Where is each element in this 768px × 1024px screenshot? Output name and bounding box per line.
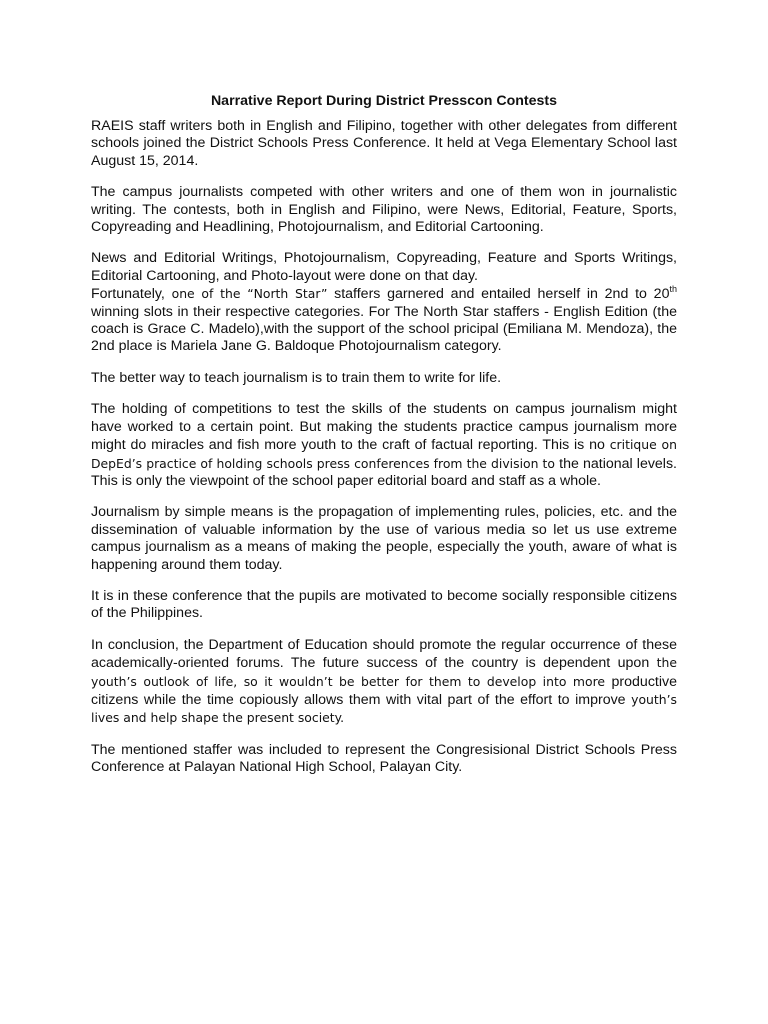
paragraph-4-start: Fortunately, — [91, 286, 165, 303]
paragraph-6-end: the national levels. This is only the viewpoint of the school paper editorial board and staff as a whole. — [91, 455, 677, 489]
paragraph-4-end: winning slots in their respective categories. For The North Star staffers - English Edition (the coach is Grace C. Madelo),with the support of the school pricipal (Emiliana M. Mendoza), the 2nd place is Mariela Jane G. Baldoque Photojournalism category. — [91, 303, 677, 355]
paragraph-6 — [91, 401, 677, 490]
paragraph-1: RAEIS staff writers both in English and Filipino, together with other delegates from different schools joined the District Schools Press Conference. It held at Vega Elementary School last August 15, 2014. — [91, 118, 677, 169]
paragraph-6-critique: critique on DepEd’s practice of holding schools press conferences from the division to — [91, 437, 677, 471]
paragraph-10: The mentioned staffer was included to represent the Congresisional District Schools Press Conference at Palayan National High School, Palayan City. — [91, 741, 677, 776]
superscript-th: th — [669, 284, 677, 295]
document-title: Narrative Report During District Presscon Contests — [210, 93, 558, 109]
paragraph-5: The better way to teach journalism is to train them to write for life. — [91, 369, 502, 386]
document-page — [91, 92, 677, 791]
paragraph-3: News and Editorial Writings, Photojournalism, Copyreading, Feature and Sports Writings, Editorial Cartooning, and Photo-layout were done on that day. — [91, 250, 677, 284]
paragraph-8: It is in these conference that the pupils are motivated to become socially responsible citizens of the Philippines. — [91, 587, 677, 622]
paragraph-6-start: The holding of competitions to test the skills of the students on campus journalism might have worked to a certain point. But making the students practice campus journalism more might do miracles and fish more youth to the craft of factual reporting. This is no — [91, 401, 677, 454]
paragraph-9-end: youth’s lives and help shape the present society. — [91, 691, 677, 726]
paragraph-9-start: In conclusion, the Department of Education should promote the regular occurrence of these academically-oriented forums. The future success of the country is dependent upon — [91, 636, 677, 672]
paragraph-9-citizens: productive citizens while the time copiously allows them with vital part of the effort to improve — [91, 673, 677, 708]
paragraph-2: The campus journalists competed with other writers and one of them won in journalistic writing. The contests, both in English and Filipino, were News, Editorial, Feature, Sports, Copyreading and Headlining, Photojournalism, and Editorial Cartooning. — [91, 184, 677, 236]
paragraph-4 — [91, 285, 677, 356]
paragraph-4-north-star: one of the “North Star” — [171, 286, 328, 302]
paragraph-9 — [91, 637, 677, 728]
paragraph-4-slots: staffers garnered and entailed herself in 2nd to 20 — [334, 286, 670, 303]
paragraph-7: Journalism by simple means is the propagation of implementing rules, policies, etc. and the dissemination of valuable information by the use of various media so let us use extreme campus journalism as a means of making the people, especially the youth, aware of what is happening around them today. — [91, 504, 677, 573]
paragraph-9-outlook: the youth’s outlook of life, so it wouldn’t be better for them to develop into more — [91, 655, 677, 689]
